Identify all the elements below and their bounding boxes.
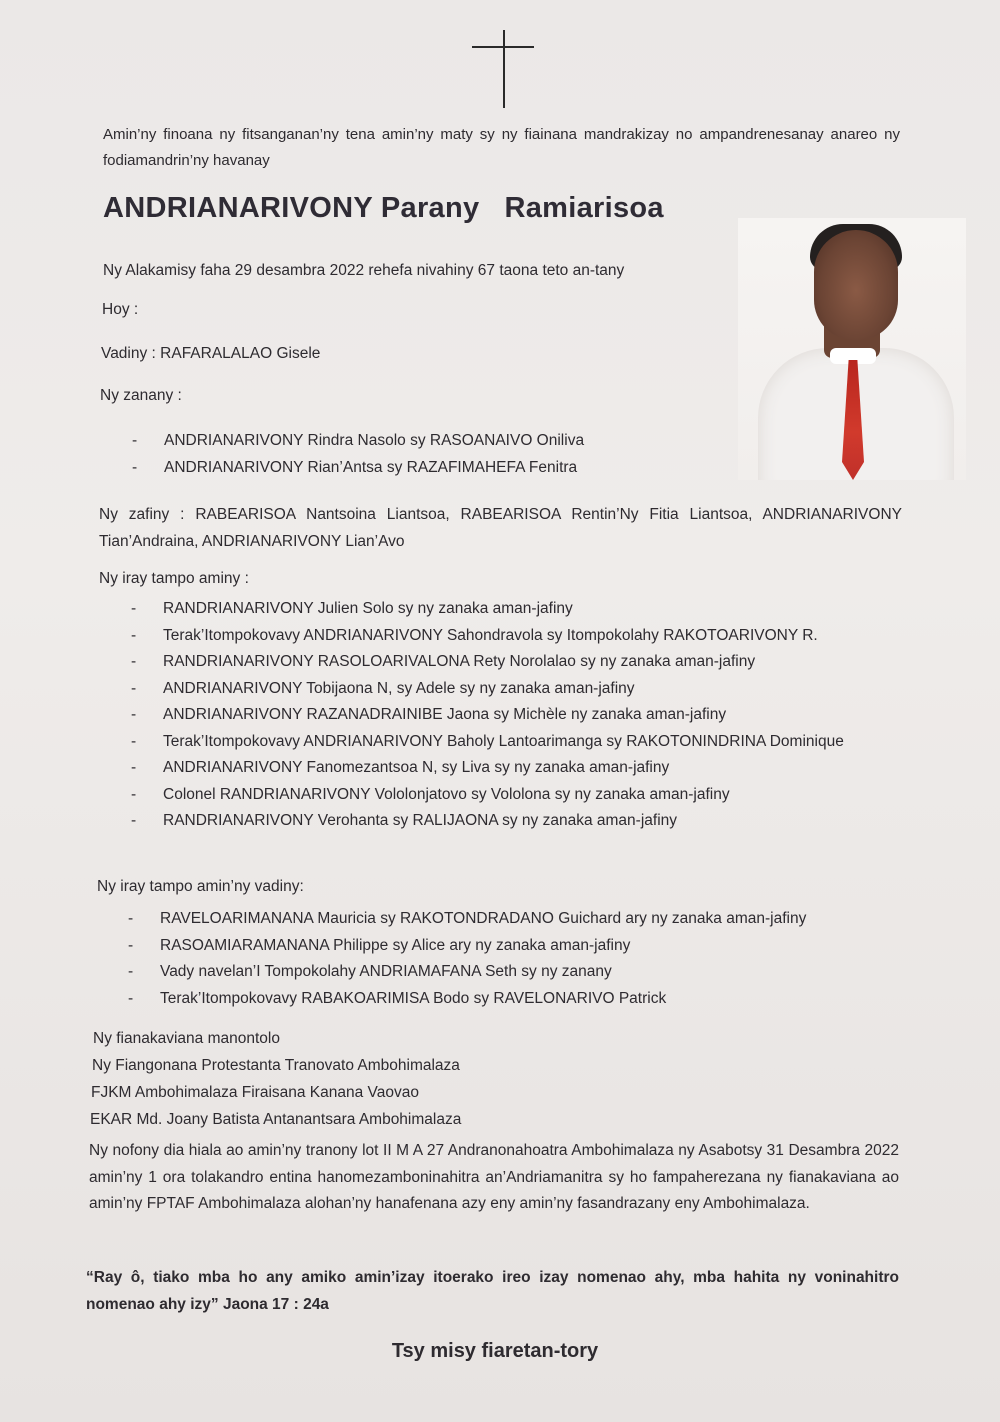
organization-line: EKAR Md. Joany Batista Antanantsara Ambohimalaza xyxy=(90,1111,462,1128)
list-item: - ANDRIANARIVONY RAZANADRAINIBE Jaona sy Michèle ny zanaka aman-jafiny xyxy=(131,706,727,724)
list-item: - RANDRIANARIVONY Julien Solo sy ny zanaka aman-jafiny xyxy=(131,600,573,617)
children-list xyxy=(132,428,724,481)
list-item: - ANDRIANARIVONY Tobijaona N, sy Adele sy ny zanaka aman-jafiny xyxy=(131,679,635,697)
closing-text: Tsy misy fiaretan-tory xyxy=(391,1340,599,1362)
list-item: - RAVELOARIMANANA Mauricia sy RAKOTONDRADANO Guichard ary ny zanaka aman-jafiny xyxy=(128,910,807,927)
cross-icon xyxy=(472,30,536,110)
hoy-label: Hoy : xyxy=(102,301,139,318)
organization-line: FJKM Ambohimalaza Firaisana Kanana Vaovao xyxy=(91,1084,419,1101)
list-item: - RANDRIANARIVONY RASOLOARIVALONA Rety Norolalao sy ny zanaka aman-jafiny xyxy=(131,653,756,671)
siblings-label: Ny iray tampo aminy : xyxy=(99,570,249,587)
list-item: - RASOAMIARAMANANA Philippe sy Alice ary ny zanaka aman-jafiny xyxy=(128,936,631,954)
children-label: Ny zanany : xyxy=(100,387,182,404)
portrait-photo xyxy=(738,218,966,480)
list-item: - Terak’Itompokovavy ANDRIANARIVONY Baholy Lantoarimanga sy RAKOTONINDRINA Dominique xyxy=(131,732,844,750)
list-item: - Colonel RANDRIANARIVONY Vololonjatovo sy Vololona sy ny zanaka aman-jafiny xyxy=(131,785,730,803)
list-item: - Terak’Itompokovavy RABAKOARIMISA Bodo sy RAVELONARIVO Patrick xyxy=(128,989,667,1007)
list-item: - Terak’Itompokovavy ANDRIANARIVONY Sahondravola sy Itompokolahy RAKOTOARIVONY R. xyxy=(131,626,818,644)
bible-quote: “Ray ô, tiako mba ho any amiko amin’izay itoerako ireo izay nomenao ahy, mba hahita ny voninahitro nomenao ahy izy” Jaona 17 : 24a xyxy=(86,1269,899,1313)
spouse-siblings-list xyxy=(128,906,900,1012)
list-item: - ANDRIANARIVONY Rian’Antsa sy RAZAFIMAHEFA Fenitra xyxy=(132,458,578,476)
spouse-siblings-label: Ny iray tampo amin’ny vadiny: xyxy=(97,878,304,895)
intro-text: Amin’ny finoana ny fitsanganan’ny tena amin’ny maty sy ny fiainana mandrakizay no ampandrenesanay anareo ny fodiamandrin’ny havanay xyxy=(103,126,900,169)
list-item: - ANDRIANARIVONY Rindra Nasolo sy RASOANAIVO Oniliva xyxy=(132,432,585,449)
deceased-name: ANDRIANARIVONY Parany Ramiarisoa xyxy=(103,192,664,224)
spouse-line: Vadiny : RAFARALALAO Gisele xyxy=(101,345,321,362)
funeral-notice-text: Ny nofony dia hiala ao amin’ny tranony lot II M A 27 Andranonahoatra Ambohimalaza ny Asabotsy 31 Desambra 2022 amin’ny 1 ora tolakandro entina hanomezamboninahitra an’Andriamanitra sy ho fampaherezana ny fianakaviana ao amin’ny FPTAF Ambohimalaza alohan’ny hanafenana azy eny amin’ny fasandrazany eny Ambohimalaza. xyxy=(89,1142,899,1212)
list-item: - RANDRIANARIVONY Verohanta sy RALIJAONA sy ny zanaka aman-jafiny xyxy=(131,812,678,830)
organization-line: Ny Fiangonana Protestanta Tranovato Ambohimalaza xyxy=(92,1057,460,1074)
list-item: - Vady navelan’I Tompokolahy ANDRIAMAFANA Seth sy ny zanany xyxy=(128,963,612,981)
grandchildren-text: Ny zafiny : RABEARISOA Nantsoina Liantsoa, RABEARISOA Rentin’Ny Fitia Liantsoa, ANDRIANARIVONY Tian’Andraina, ANDRIANARIVONY Lian’Avo xyxy=(99,506,902,550)
organization-line: Ny fianakaviana manontolo xyxy=(93,1030,280,1047)
siblings-list xyxy=(131,596,901,835)
death-notice: Ny Alakamisy faha 29 desambra 2022 rehefa nivahiny 67 taona teto an-tany xyxy=(103,262,625,279)
list-item: - ANDRIANARIVONY Fanomezantsoa N, sy Liva sy ny zanaka aman-jafiny xyxy=(131,758,670,776)
